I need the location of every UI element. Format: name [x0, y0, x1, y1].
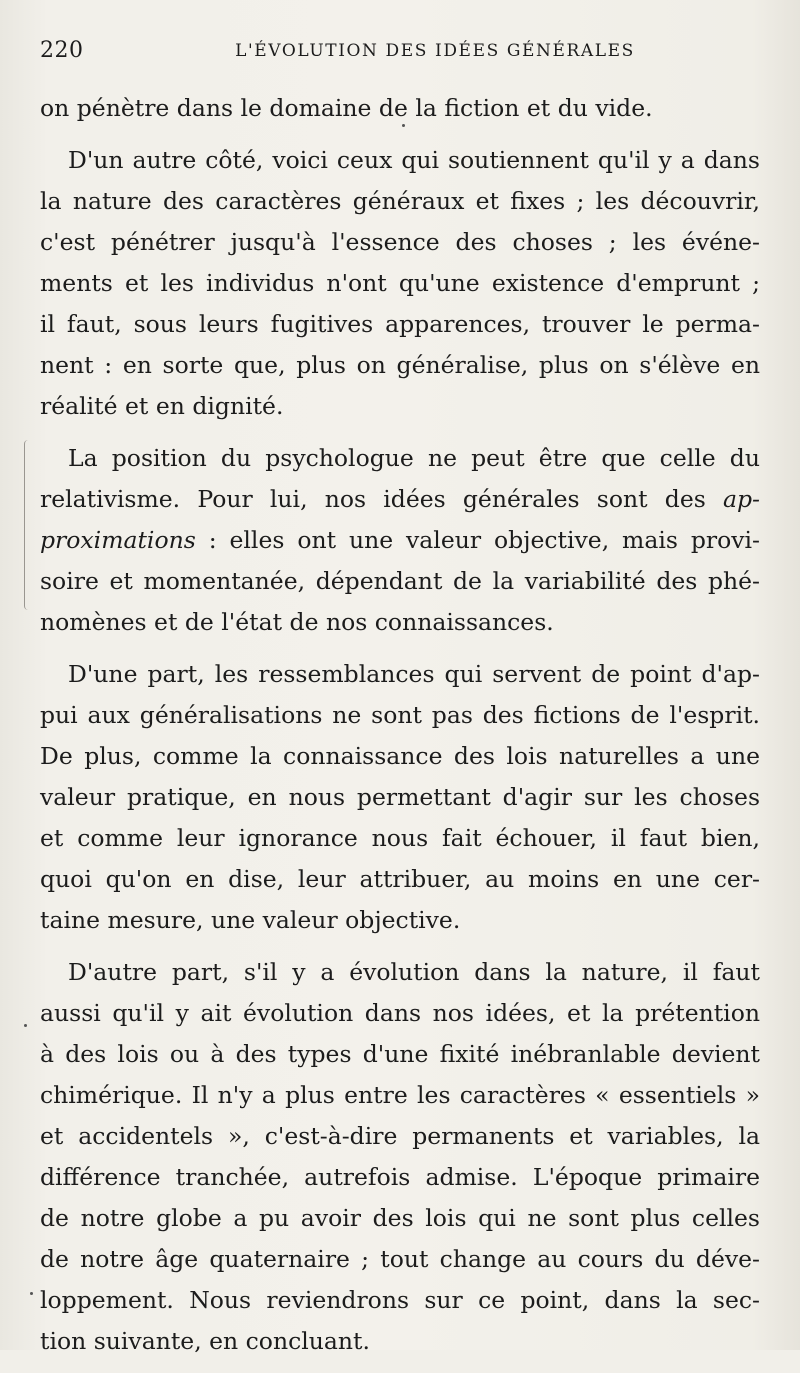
text-line: tion suivante, en concluant. — [40, 1327, 370, 1355]
paragraph-1 — [40, 88, 760, 129]
ink-speck — [30, 1292, 33, 1295]
text-line: la nature des caractères généraux et fixes ; les découvrir, — [40, 187, 760, 215]
text-line: c'est pénétrer jusqu'à l'essence des choses ; les événe- — [40, 228, 760, 256]
paragraph-2 — [40, 140, 760, 427]
text-line: réalité et en dignité. — [40, 392, 284, 420]
text-line: quoi qu'on en dise, leur attribuer, au moins en une cer- — [40, 865, 760, 893]
text-line: nent : en sorte que, plus on généralise, plus on s'élève en — [40, 351, 760, 379]
page-number: 220 — [40, 38, 84, 63]
text-line: taine mesure, une valeur objective. — [40, 906, 461, 934]
text-line: de notre âge quaternaire ; tout change au cours du déve- — [40, 1245, 760, 1273]
text-line: soire et momentanée, dépendant de la variabilité des phé- — [40, 567, 760, 595]
text-line: D'un autre côté, voici ceux qui soutiennent qu'il y a dans — [68, 146, 760, 174]
text-line: il faut, sous leurs fugitives apparences, trouver le perma- — [40, 310, 760, 338]
running-title: L'ÉVOLUTION DES IDÉES GÉNÉRALES — [235, 41, 635, 61]
paragraph-3 — [40, 438, 760, 643]
text-line: et comme leur ignorance nous fait échouer, il faut bien, — [40, 824, 760, 852]
text-line: De plus, comme la connaissance des lois naturelles a une — [40, 742, 760, 770]
page-header — [40, 36, 760, 66]
text-line: de notre globe a pu avoir des lois qui ne sont plus celles — [40, 1204, 760, 1232]
ink-speck — [24, 1024, 27, 1027]
text-line: on pénètre dans le domaine de la fiction et du vide. — [40, 94, 653, 122]
text-line: La position du psychologue ne peut être que celle du — [68, 444, 760, 472]
text-line: loppement. Nous reviendrons sur ce point, dans la sec- — [40, 1286, 760, 1314]
text-line: aussi qu'il y ait évolution dans nos idées, et la prétention — [40, 999, 760, 1027]
text-line: nomènes et de l'état de nos connaissances. — [40, 608, 554, 636]
text-line: à des lois ou à des types d'une fixité inébranlable devient — [40, 1040, 760, 1068]
paragraph-5 — [40, 952, 760, 1362]
text-line: proximations : elles ont une valeur objective, mais provi- — [40, 526, 760, 554]
text-line: ments et les individus n'ont qu'une existence d'emprunt ; — [40, 269, 760, 297]
text-line: valeur pratique, en nous permettant d'agir sur les choses — [40, 783, 760, 811]
text-line: différence tranchée, autrefois admise. L'époque primaire — [40, 1163, 760, 1191]
text-line: D'une part, les ressemblances qui servent de point d'ap- — [68, 660, 760, 688]
body-text — [40, 88, 760, 1373]
text-line: D'autre part, s'il y a évolution dans la nature, il faut — [68, 958, 760, 986]
text-line: pui aux généralisations ne sont pas des fictions de l'esprit. — [40, 701, 760, 729]
text-line: relativisme. Pour lui, nos idées générales sont des ap- — [40, 485, 760, 513]
margin-pencil-mark — [24, 440, 31, 610]
text-line: et accidentels », c'est-à-dire permanents et variables, la — [40, 1122, 760, 1150]
text-line: chimérique. Il n'y a plus entre les caractères « essentiels » — [40, 1081, 760, 1109]
paragraph-4 — [40, 654, 760, 941]
